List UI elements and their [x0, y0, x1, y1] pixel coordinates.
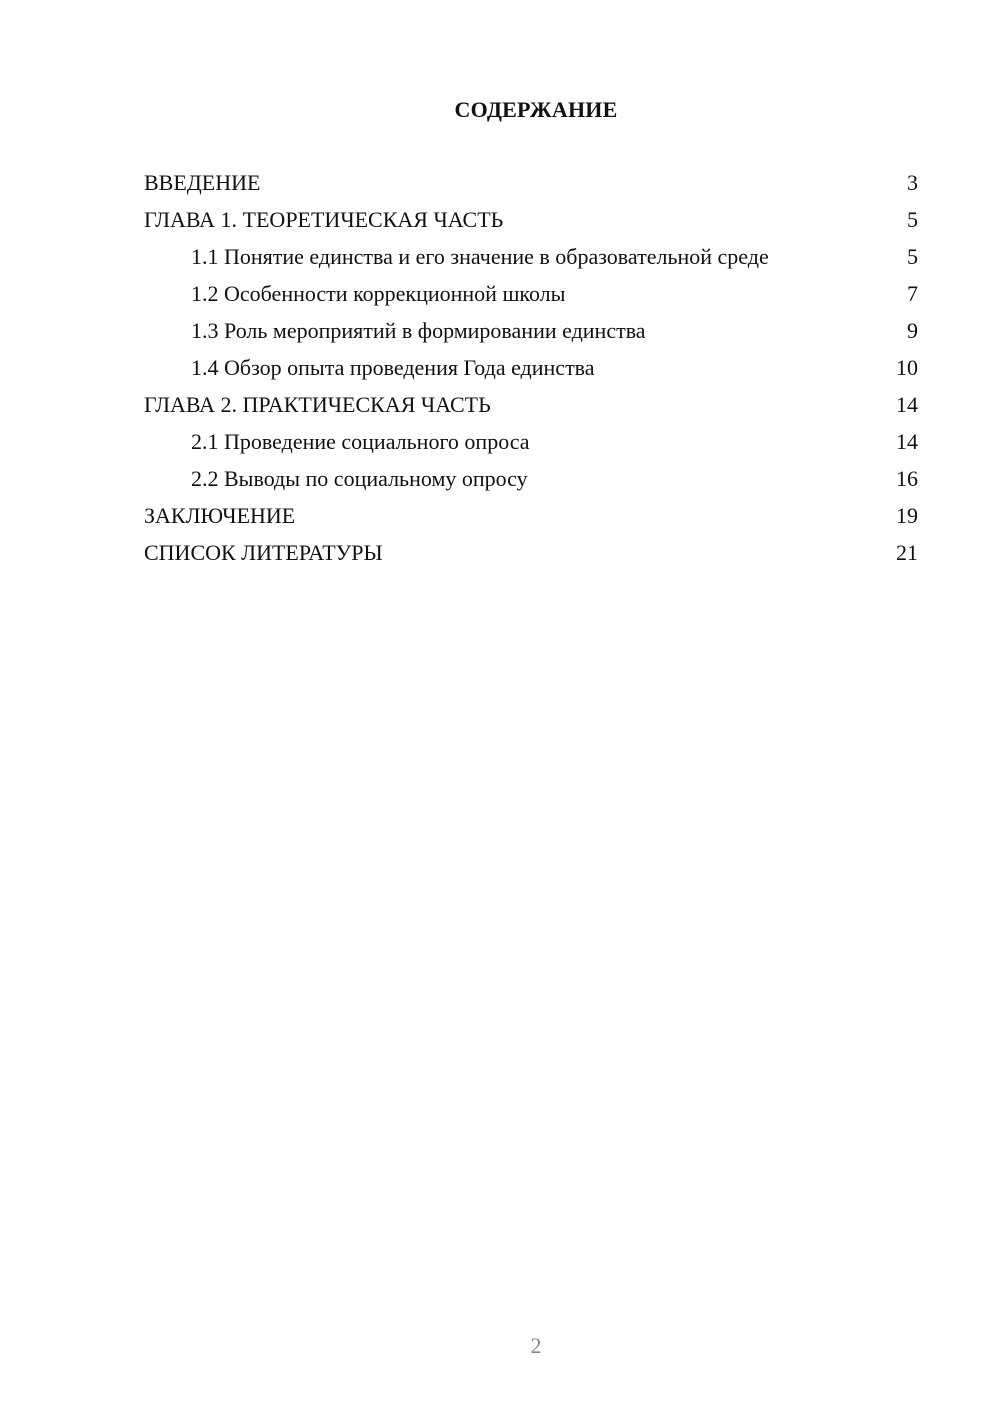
toc-entry-label: 2.1 Проведение социального опроса [191, 429, 530, 454]
toc-entry-label: ГЛАВА 2. ПРАКТИЧЕСКАЯ ЧАСТЬ [144, 392, 491, 417]
toc-entry-label: 1.4 Обзор опыта проведения Года единства [191, 355, 595, 380]
toc-entry-label: 1.2 Особенности коррекционной школы [191, 281, 566, 306]
toc-entry-section-2-2[interactable] [144, 465, 918, 492]
table-of-contents [144, 169, 918, 576]
toc-entry-chapter-1[interactable] [144, 206, 918, 233]
toc-entry-label: ГЛАВА 1. ТЕОРЕТИЧЕСКАЯ ЧАСТЬ [144, 207, 504, 232]
toc-entry-page: 14 [896, 392, 918, 417]
toc-entry-section-1-3[interactable] [144, 317, 918, 344]
toc-entry-label: 1.1 Понятие единства и его значение в образовательной среде [191, 244, 769, 269]
toc-entry-page: 14 [896, 429, 918, 454]
toc-entry-label: ЗАКЛЮЧЕНИЕ [144, 503, 296, 528]
toc-entry-section-1-1[interactable] [144, 243, 918, 270]
toc-entry-conclusion[interactable] [144, 502, 918, 529]
toc-entry-page: 7 [907, 281, 918, 306]
toc-entry-page: 3 [907, 170, 918, 195]
toc-entry-references[interactable] [144, 539, 918, 566]
toc-entry-page: 21 [896, 540, 918, 565]
toc-entry-page: 5 [907, 207, 918, 232]
toc-entry-introduction[interactable] [144, 169, 918, 196]
toc-entry-label: СПИСОК ЛИТЕРАТУРЫ [144, 540, 383, 565]
toc-entry-section-1-2[interactable] [144, 280, 918, 307]
page-number: 2 [530, 1333, 542, 1358]
toc-entry-page: 19 [896, 503, 918, 528]
toc-entry-chapter-2[interactable] [144, 391, 918, 418]
toc-entry-page: 9 [907, 318, 918, 343]
toc-entry-section-1-4[interactable] [144, 354, 918, 381]
toc-entry-label: 1.3 Роль мероприятий в формировании единства [191, 318, 646, 343]
page-title: СОДЕРЖАНИЕ [454, 97, 618, 122]
toc-entry-page: 10 [896, 355, 918, 380]
toc-entry-label: ВВЕДЕНИЕ [144, 170, 261, 195]
toc-entry-label: 2.2 Выводы по социальному опросу [191, 466, 528, 491]
toc-entry-section-2-1[interactable] [144, 428, 918, 455]
toc-entry-page: 16 [896, 466, 918, 491]
toc-entry-page: 5 [907, 244, 918, 269]
